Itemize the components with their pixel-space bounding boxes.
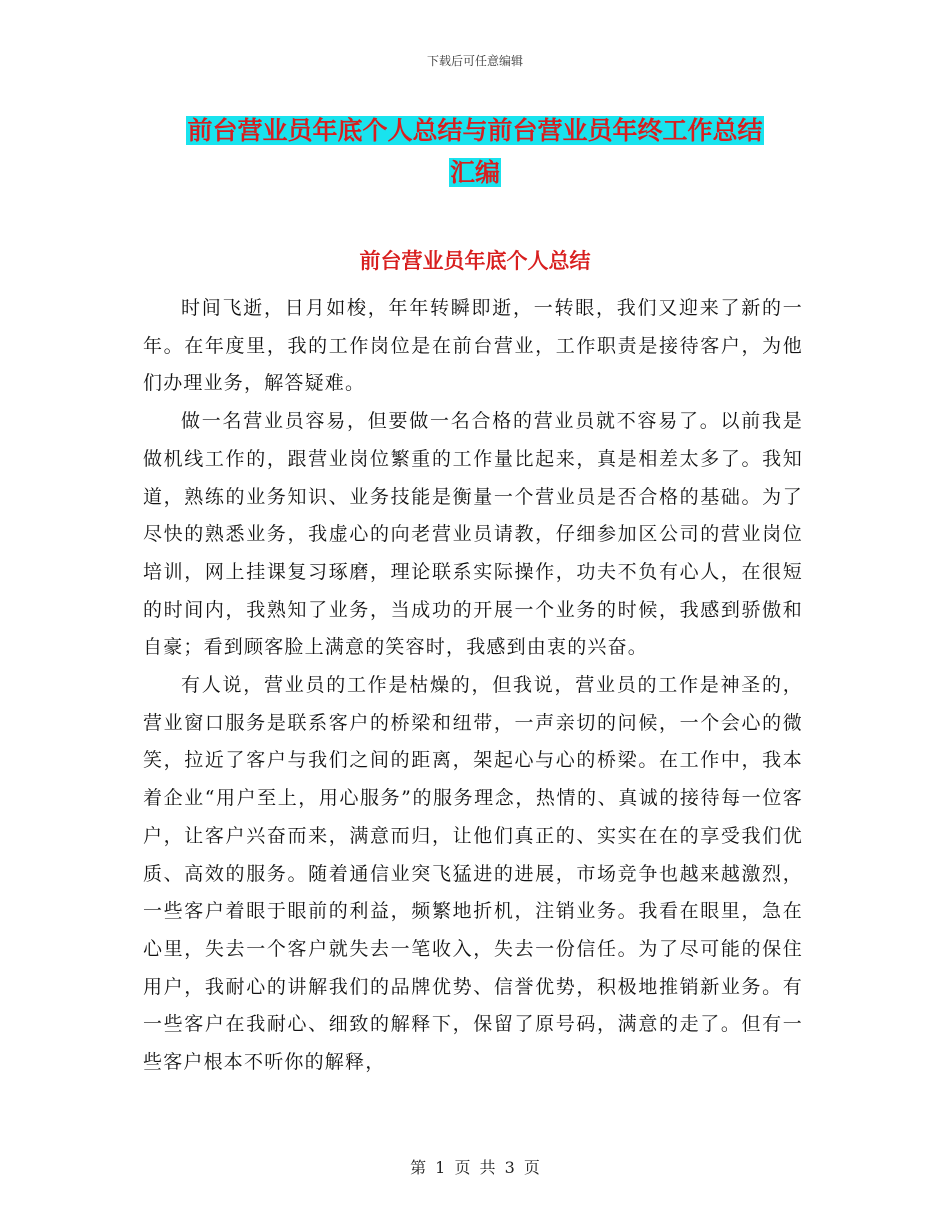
page-footer: 第 1 页 共 3 页 [410,1158,540,1177]
document-title-text-2: 汇编 [449,158,500,187]
document-title-line-2 [0,153,950,193]
document-title-line-1 [0,111,950,151]
document-title-text-1: 前台营业员年底个人总结与前台营业员年终工作总结 [187,116,763,145]
paragraph: 有人说，营业员的工作是枯燥的，但我说，营业员的工作是神圣的，营业窗口服务是联系客户的桥梁和纽带，一声亲切的问候，一个会心的微笑，拉近了客户与我们之间的距离，架起心与心的桥梁。在工作中，我本着企业“用户至上，用心服务”的服务理念，热情的、真诚的接待每一位客户，让客户兴奋而来，满意而归，让他们真正的、实实在在的享受我们优质、高效的服务。随着通信业突飞猛进的进展，市场竞争也越来越激烈，一些客户着眼于眼前的利益，频繁地折机，注销业务。我看在眼里，急在心里，失去一个客户就失去一笔收入，失去一份信任。为了尽可能的保住用户，我耐心的讲解我们的品牌优势、信誉优势，积极地推销新业务。有一些客户在我耐心、细致的解释下，保留了原号码，满意的走了。但有一些客户根本不听你的解释， [143,674,803,1074]
header-note: 下载后可任意编辑 [426,54,523,68]
paragraph: 时间飞逝，日月如梭，年年转瞬即逝，一转眼，我们又迎来了新的一年。在年度里，我的工作岗位是在前台营业，工作职责是接待客户，为他们办理业务，解答疑难。 [143,297,803,395]
paragraph: 做一名营业员容易，但要做一名合格的营业员就不容易了。以前我是做机线工作的，跟营业岗位繁重的工作量比起来，真是相差太多了。我知道，熟练的业务知识、业务技能是衡量一个营业员是否合格的基础。为了尽快的熟悉业务，我虚心的向老营业员请教，仔细参加区公司的营业岗位培训，网上挂课复习琢磨，理论联系实际操作，功夫不负有心人，在很短的时间内，我熟知了业务，当成功的开展一个业务的时候，我感到骄傲和自豪；看到顾客脸上满意的笑容时，我感到由衷的兴奋。 [143,410,803,659]
section-heading: 前台营业员年底个人总结 [359,248,591,273]
document-body [143,290,803,1082]
